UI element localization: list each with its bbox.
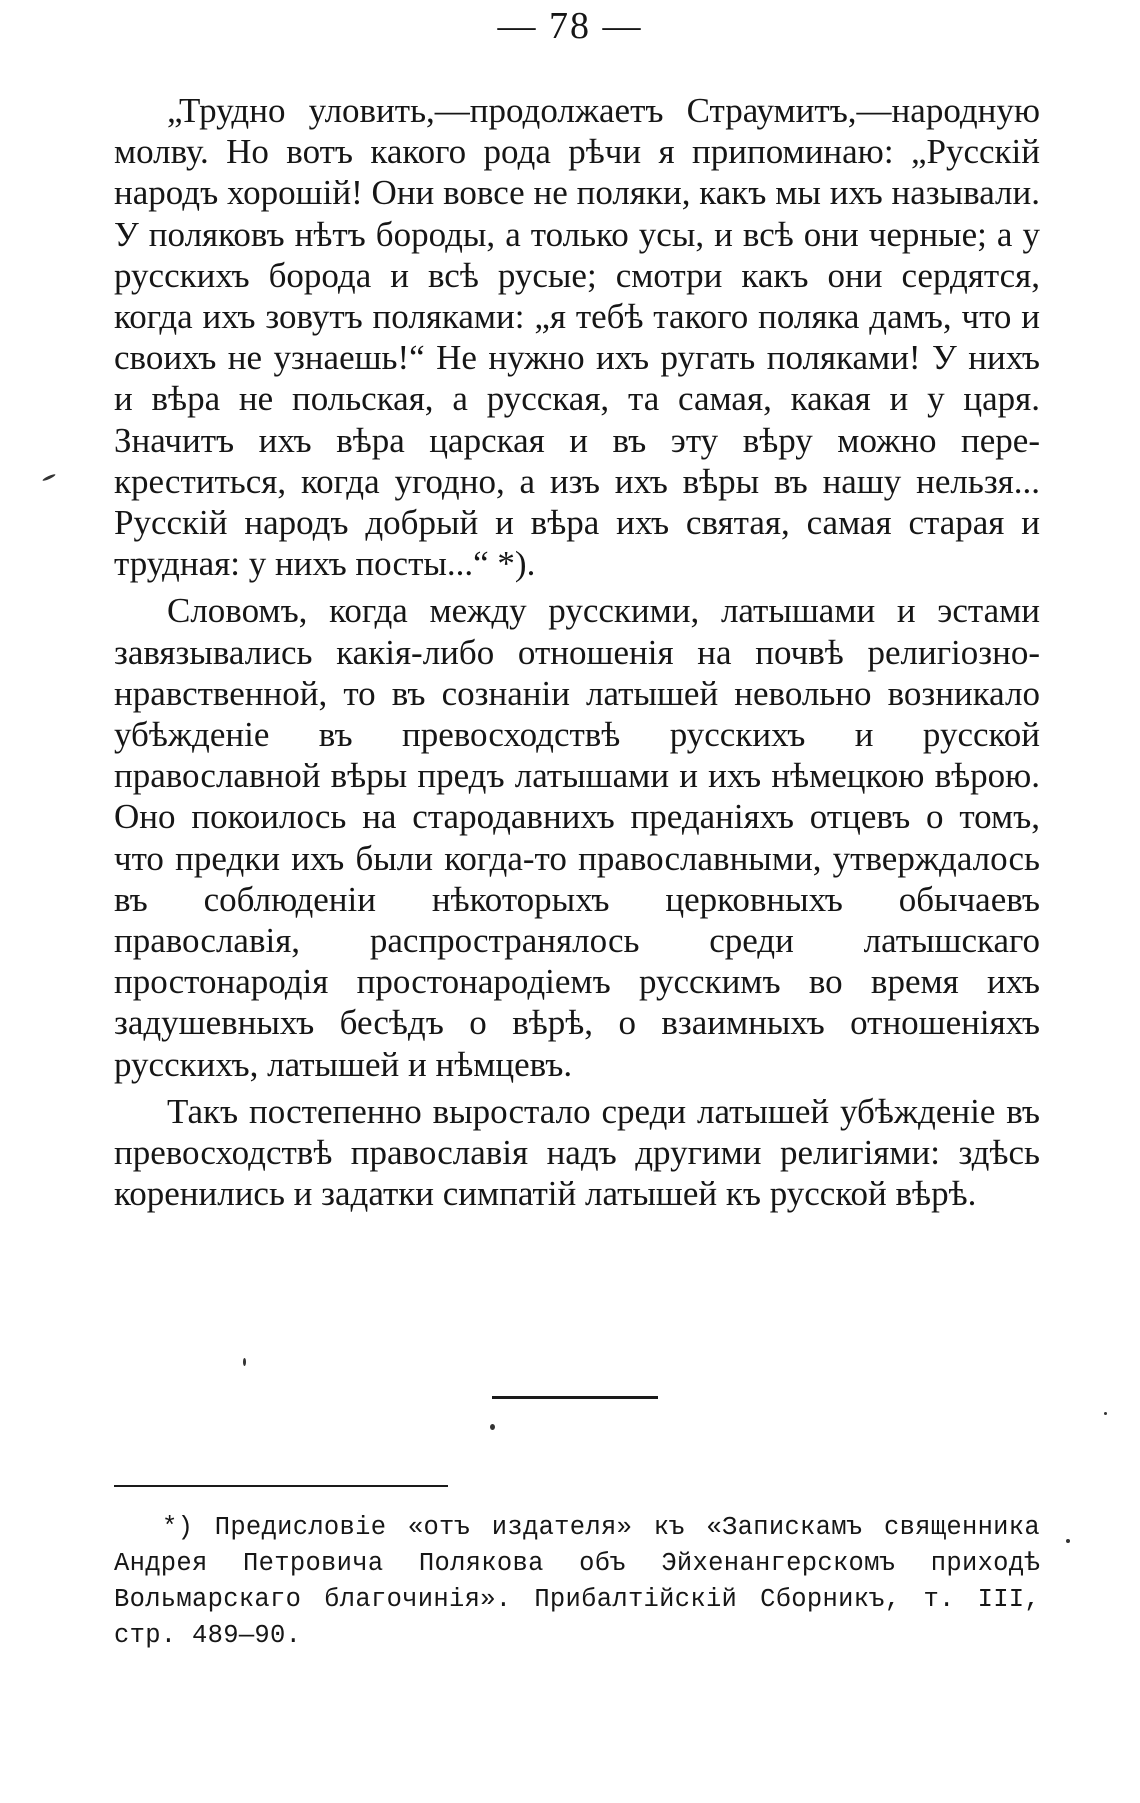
paragraph-3: Такъ постепенно выростало среди латышей убѣжденіе въ превосходствѣ православія надъ другими религіями: здѣсь коренились и задатки симпатій латышей къ русской вѣрѣ.: [114, 1091, 1040, 1214]
footnote-rule: [114, 1485, 448, 1487]
section-separator: [492, 1396, 658, 1399]
print-speck: [42, 473, 56, 482]
paragraph-2: Словомъ, когда между русскими, латышами и эстами завязывались какія-либо отношенія на почвѣ религіозно-нравственной, то въ сознаніи латышей невольно возникало убѣжденіе въ превосходствѣ русскихъ и русской православной вѣры предъ латышами и ихъ нѣмецкою вѣрою. Оно покоилось на стародавнихъ преданіяхъ отцевъ о томъ, что предки ихъ были когда-то православными, утверждалось въ соблюденіи нѣкоторыхъ церковныхъ обычаевъ православія, распространялось среди латышскаго простонародія простонародіемъ русскимъ во время ихъ задушевныхъ бесѣдъ о вѣрѣ, о взаимныхъ отношеніяхъ русскихъ, латышей и нѣмцевъ.: [114, 591, 1040, 1084]
main-text: [114, 90, 1040, 1220]
footnote: *) Предисловіе «отъ издателя» къ «Запискамъ священника Андрея Петровича Полякова объ Эйхенангерскомъ приходѣ Вольмарскаго благочинія». Прибалтійскій Сборникъ, т. III, стр. 489—90.: [114, 1513, 1040, 1650]
print-speck: [490, 1424, 495, 1430]
print-speck: [1104, 1412, 1107, 1415]
print-speck: [1066, 1539, 1070, 1543]
print-speck: [243, 1358, 246, 1366]
paragraph-1: „Трудно уловить,—продолжаетъ Страумитъ,—народную молву. Но вотъ какого рода рѣчи я припоминаю: „Русскій народъ хорошій! Они вовсе не поляки, какъ мы ихъ называли. У поляковъ нѣтъ бороды, а только усы, и всѣ они черные; а у русскихъ борода и всѣ русые; смотри какъ они сердятся, когда ихъ зовутъ поляками: „я тебѣ такого поляка дамъ, что и своихъ не узнаешь!“ Не нужно ихъ ругать поляками! У нихъ и вѣра не польская, а русская, та самая, какая и у царя. Значитъ ихъ вѣра царская и въ эту вѣру можно перекреститься, когда угодно, а изъ ихъ вѣры въ нашу нельзя... Русскій народъ добрый и вѣра ихъ святая, самая старая и трудная: у нихъ посты...“ *).: [114, 91, 1040, 584]
page-number: — 78 —: [497, 5, 643, 47]
